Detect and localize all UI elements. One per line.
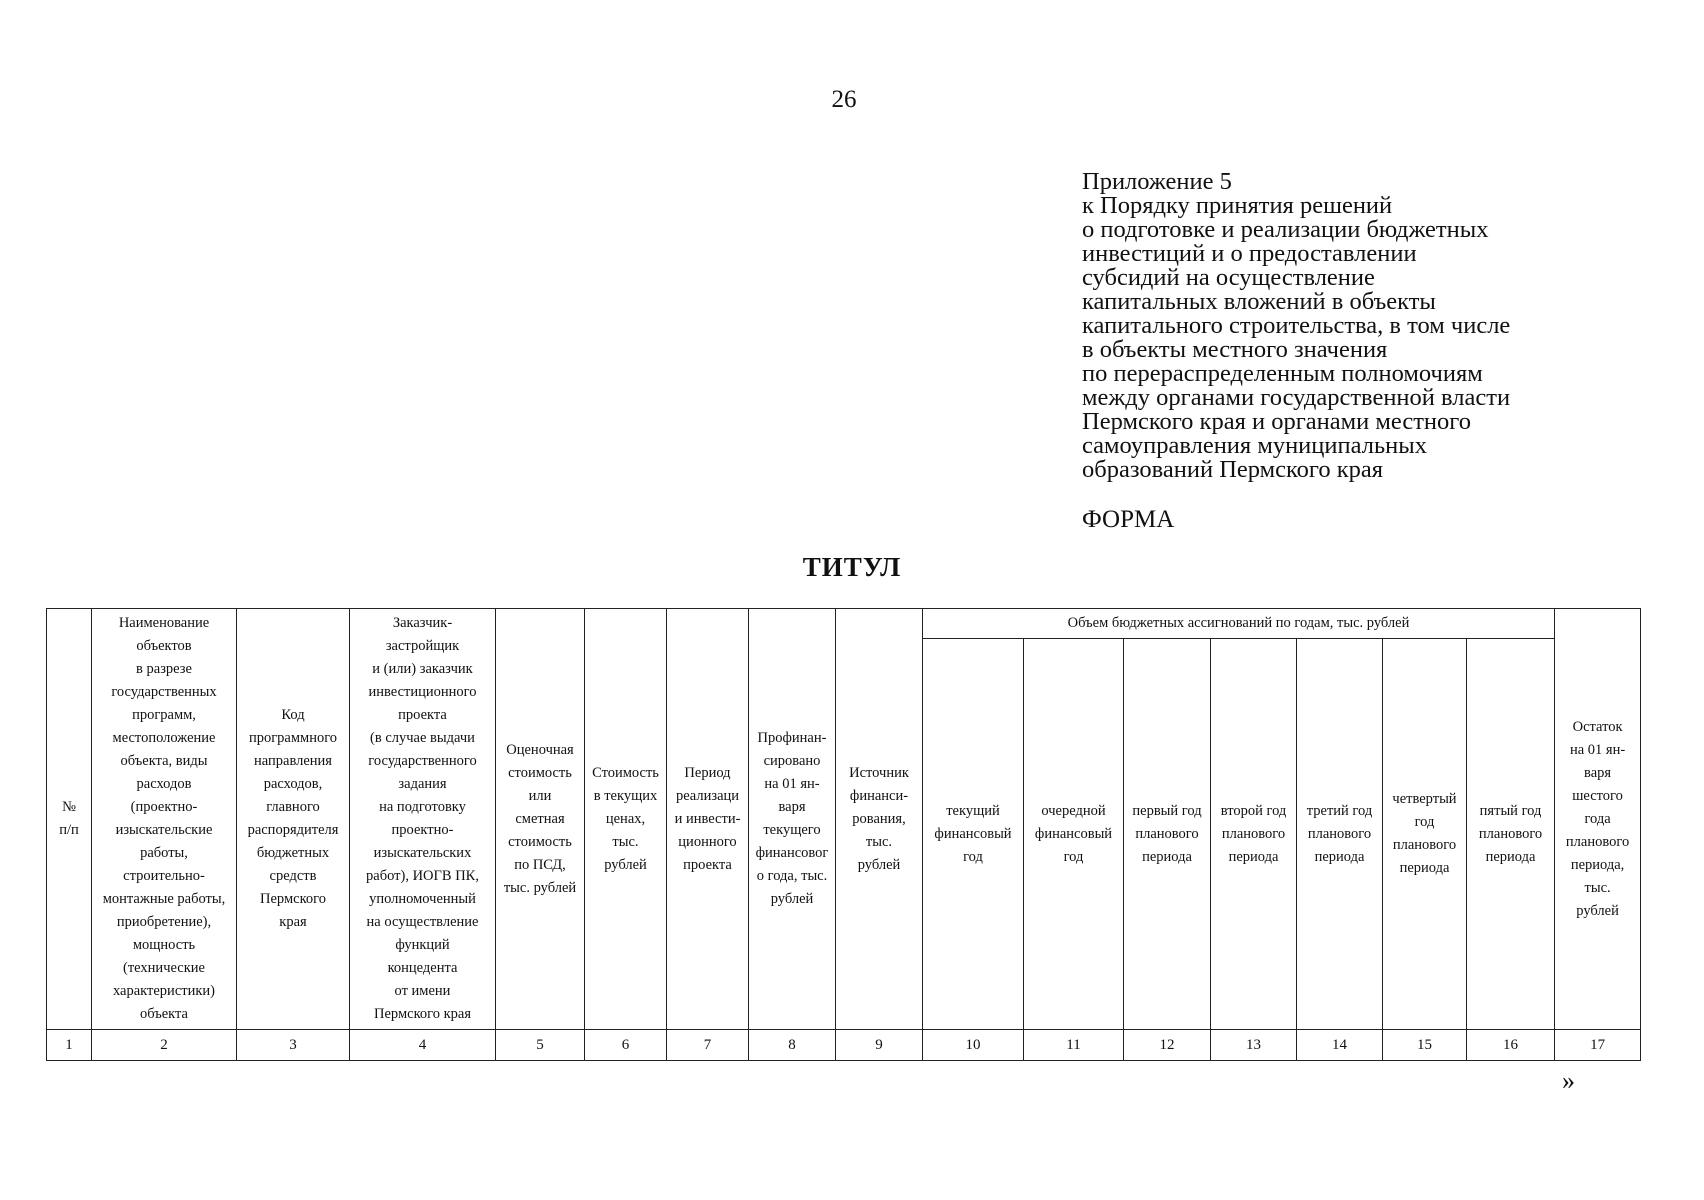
appendix-line: между органами государственной власти <box>1082 384 1511 411</box>
header-plan-year-1: первый год планового периода <box>1124 639 1211 1030</box>
header-estimated-cost: Оценочная стоимость или сметная стоимость по ПСД, тыс. рублей <box>496 609 585 1030</box>
column-number: 10 <box>923 1030 1024 1061</box>
header-funding-source: Источник финанси- рования, тыс. рублей <box>836 609 923 1030</box>
column-number: 6 <box>585 1030 667 1061</box>
appendix-heading <box>1082 170 1642 482</box>
appendix-line: самоуправления муниципальных <box>1082 432 1427 459</box>
appendix-line: капитального строительства, в том числе <box>1082 312 1511 339</box>
column-number: 2 <box>92 1030 237 1061</box>
appendix-line: Пермского края и органами местного <box>1082 408 1471 435</box>
header-current-year: текущий финансовый год <box>923 639 1024 1030</box>
header-plan-year-5: пятый год планового периода <box>1467 639 1555 1030</box>
appendix-line: капитальных вложений в объекты <box>1082 288 1436 315</box>
column-number: 9 <box>836 1030 923 1061</box>
appendix-line: в объекты местного значения <box>1082 336 1388 363</box>
closing-quote: » <box>1562 1066 1575 1095</box>
column-number: 5 <box>496 1030 585 1061</box>
header-implementation-period: Период реализаци и инвести- ционного проекта <box>667 609 749 1030</box>
form-label: ФОРМА <box>1082 506 1175 533</box>
header-budget-allocation-group: Объем бюджетных ассигнований по годам, тыс. рублей <box>923 609 1555 639</box>
header-remaining-balance: Остаток на 01 ян- варя шестого года планового периода, тыс. рублей <box>1555 609 1641 1030</box>
header-current-price-cost: Стоимость в текущих ценах, тыс. рублей <box>585 609 667 1030</box>
appendix-line: образований Пермского края <box>1082 456 1384 483</box>
column-number: 4 <box>350 1030 496 1061</box>
column-number: 15 <box>1383 1030 1467 1061</box>
header-next-year: очередной финансовый год <box>1024 639 1124 1030</box>
column-number: 7 <box>667 1030 749 1061</box>
appendix-line: о подготовке и реализации бюджетных <box>1082 216 1489 243</box>
column-number: 1 <box>47 1030 92 1061</box>
column-number: 11 <box>1024 1030 1124 1061</box>
column-number: 12 <box>1124 1030 1211 1061</box>
header-financed-to-date: Профинан- сировано на 01 ян- варя текущего финансовог о года, тыс. рублей <box>749 609 836 1030</box>
document-title: ТИТУЛ <box>802 552 902 582</box>
column-number: 8 <box>749 1030 836 1061</box>
header-object-name: Наименование объектов в разрезе государственных программ, местоположение объекта, виды расходов (проектно- изыскательские работы, строительно- монтажные работы, приобретение), мощность (технические характеристики) объекта <box>92 609 237 1030</box>
header-plan-year-3: третий год планового периода <box>1297 639 1383 1030</box>
title-form-table <box>46 608 1641 1061</box>
appendix-line: субсидий на осуществление <box>1082 264 1375 291</box>
header-row-number: № п/п <box>47 609 92 1030</box>
header-program-code: Код программного направления расходов, главного распорядителя бюджетных средств Пермского края <box>237 609 350 1030</box>
column-number: 16 <box>1467 1030 1555 1061</box>
header-customer: Заказчик- застройщик и (или) заказчик инвестиционного проекта (в случае выдачи государственного задания на подготовку проектно- изыскательских работ), ИОГВ ПК, уполномоченный на осуществление функций концедента от имени Пермского края <box>350 609 496 1030</box>
appendix-line: Приложение 5 <box>1082 168 1232 195</box>
column-number: 17 <box>1555 1030 1641 1061</box>
column-number: 14 <box>1297 1030 1383 1061</box>
column-number: 13 <box>1211 1030 1297 1061</box>
appendix-line: по перераспределенным полномочиям <box>1082 360 1483 387</box>
column-number: 3 <box>237 1030 350 1061</box>
header-plan-year-4: четвертый год планового периода <box>1383 639 1467 1030</box>
header-plan-year-2: второй год планового периода <box>1211 639 1297 1030</box>
appendix-line: к Порядку принятия решений <box>1082 192 1393 219</box>
column-number-row <box>47 1030 1641 1061</box>
appendix-line: инвестиций и о предоставлении <box>1082 240 1417 267</box>
page-number: 26 <box>831 86 857 113</box>
